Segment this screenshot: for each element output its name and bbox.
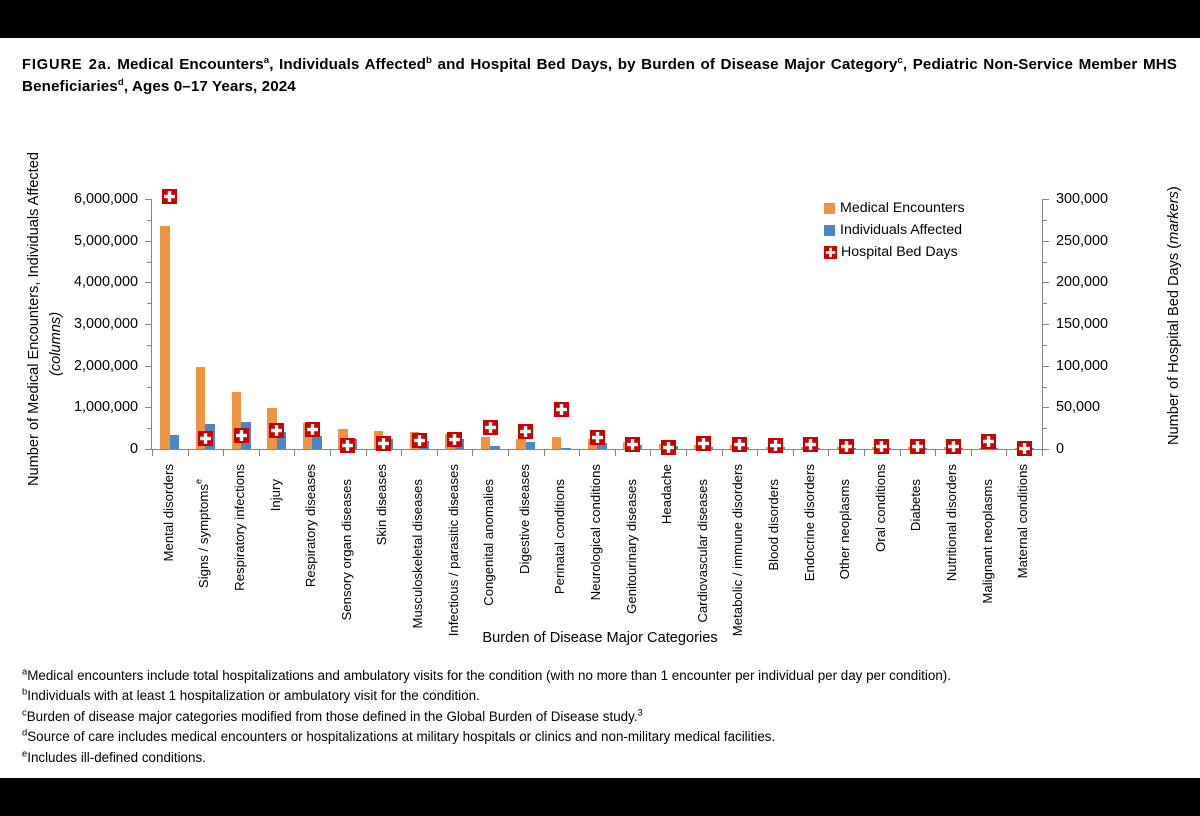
x-axis-tick xyxy=(579,450,580,456)
marker-hospital-bed-days xyxy=(803,437,818,452)
x-axis-tick xyxy=(900,450,901,456)
marker-hospital-bed-days xyxy=(661,440,676,455)
y-axis-right-tick xyxy=(1043,449,1049,450)
category-label-genitourinary-diseases: Genitourinary diseases xyxy=(623,479,639,614)
title-sup-c: c xyxy=(897,54,903,66)
category-label-blood-disorders: Blood disorders xyxy=(766,479,781,571)
cross-icon xyxy=(732,437,747,452)
marker-hospital-bed-days xyxy=(447,432,462,447)
cross-icon xyxy=(234,428,249,443)
footnote-text: Medical encounters include total hospitalizations and ambulatory visits for the condition (with no more than 1 encounter per individual per day per condition). xyxy=(27,668,951,683)
title-seg-4: , Pediatric Non-Service Member MHS Beneficiaries xyxy=(22,56,1177,95)
category-label-cardiovascular-diseases: Cardiovascular diseases xyxy=(694,479,710,623)
cross-icon xyxy=(1017,441,1032,456)
y-axis-left-tick-label: 4,000,000 xyxy=(73,274,138,291)
footnote-marker: b xyxy=(22,685,28,697)
marker-hospital-bed-days xyxy=(590,430,605,445)
marker-hospital-bed-days xyxy=(1017,441,1032,456)
bar-individuals-affected xyxy=(526,442,536,450)
x-axis-tick xyxy=(686,450,687,456)
y-axis-right-tick xyxy=(1043,366,1049,367)
category-label-injury: Injury xyxy=(267,479,283,512)
marker-hospital-bed-days xyxy=(483,420,498,435)
x-axis-tick xyxy=(793,450,794,456)
category-label-maternal-conditions: Maternal conditions xyxy=(1015,464,1031,579)
cross-icon xyxy=(447,432,462,447)
x-axis-title: Burden of Disease Major Categories xyxy=(482,630,718,646)
x-axis-tick xyxy=(722,450,723,456)
y-axis-right-tick xyxy=(1043,387,1047,388)
x-axis-tick xyxy=(615,450,616,456)
x-axis-tick xyxy=(864,450,865,456)
y-axis-right-tick xyxy=(1043,220,1047,221)
marker-hospital-bed-days xyxy=(340,438,355,453)
y-axis-right-tick xyxy=(1043,407,1049,408)
y-axis-right-tick xyxy=(1043,345,1047,346)
marker-hospital-bed-days xyxy=(946,439,961,454)
footnote-marker: a xyxy=(22,665,28,677)
y-axis-right-tick-label: 200,000 xyxy=(1056,274,1109,291)
marker-hospital-bed-days xyxy=(376,436,391,451)
y-axis-left-tick xyxy=(147,387,151,388)
marker-hospital-bed-days xyxy=(305,422,320,437)
title-sup-d: d xyxy=(117,76,124,88)
footnote-marker: e xyxy=(22,747,28,759)
category-label-sensory-organ-diseases: Sensory organ diseases xyxy=(338,479,354,621)
marker-hospital-bed-days xyxy=(768,438,783,453)
category-label-respiratory-diseases: Respiratory diseases xyxy=(303,464,319,588)
y-axis-left-tick xyxy=(145,449,151,450)
footnote-d xyxy=(22,727,1172,747)
y-axis-right-tick-label: 250,000 xyxy=(1056,232,1109,249)
category-label-signs-symptoms: Signs / symptoms$^e$ xyxy=(194,479,212,589)
y-axis-left-tick-label: 2,000,000 xyxy=(73,357,138,374)
legend-item-hospital-bed-days xyxy=(824,241,965,263)
category-label-perinatal-conditions: Perinatal conditions xyxy=(552,479,568,595)
footnote-text: Source of care includes medical encounters or hospitalizations at military hospitals or clinics and non-military medical facilities. xyxy=(27,729,776,745)
category-label-mental-disorders: Mental disorders xyxy=(160,464,176,562)
marker-hospital-bed-days xyxy=(696,436,711,451)
category-label-digestive-diseases: Digestive diseases xyxy=(516,464,532,574)
marker-hospital-bed-days xyxy=(412,433,427,448)
footnote-marker: c xyxy=(22,706,27,718)
title-sup-b: b xyxy=(426,54,432,66)
cross-icon xyxy=(625,437,640,452)
marker-hospital-bed-days xyxy=(625,437,640,452)
cross-icon xyxy=(874,439,889,454)
cross-icon xyxy=(305,422,320,437)
x-axis-tick xyxy=(188,450,189,456)
y-axis-left-subtitle: (columns) xyxy=(48,311,64,377)
marker-hospital-bed-days xyxy=(874,439,889,454)
y-axis-left-tick xyxy=(147,428,151,429)
legend-swatch-hospital-bed-days xyxy=(824,246,837,259)
bar-individuals-affected xyxy=(170,435,180,449)
title-sup-a: a xyxy=(263,54,270,66)
y-axis-left-tick xyxy=(147,262,151,263)
category-label-metabolic-immune-disorders: Metabolic / immune disorders xyxy=(730,464,746,637)
x-axis-tick xyxy=(828,450,829,456)
y-axis-left-tick xyxy=(147,220,151,221)
marker-hospital-bed-days xyxy=(554,402,569,417)
bar-medical-encounters xyxy=(481,437,491,450)
y-axis-right-tick-label: 100,000 xyxy=(1056,357,1109,374)
marker-hospital-bed-days xyxy=(839,439,854,454)
y-axis-right-tick-label: 300,000 xyxy=(1056,191,1109,207)
cross-icon xyxy=(768,438,783,453)
marker-hospital-bed-days xyxy=(269,423,284,438)
marker-hospital-bed-days xyxy=(981,434,996,449)
chart-legend xyxy=(824,197,965,263)
y-axis-right-tick xyxy=(1043,303,1047,304)
y-axis-left-tick xyxy=(145,324,151,325)
bar-medical-encounters xyxy=(552,437,562,449)
legend-label-individuals-affected: Individuals Affected xyxy=(840,222,962,238)
figure-title xyxy=(22,54,1177,97)
y-axis-left-tick-label: 0 xyxy=(129,441,138,457)
y-axis-right-tick xyxy=(1043,282,1049,283)
x-axis-tick xyxy=(935,450,936,456)
title-seg-5: , Ages 0–17 Years, 2024 xyxy=(123,77,296,95)
cross-icon xyxy=(483,420,498,435)
y-axis-left-tick-label: 1,000,000 xyxy=(73,399,138,416)
cross-icon xyxy=(269,423,284,438)
footnote-marker: d xyxy=(22,726,28,738)
category-label-diabetes: Diabetes xyxy=(908,479,924,532)
bar-individuals-affected xyxy=(312,436,322,449)
x-axis-tick xyxy=(508,450,509,456)
bar-medical-encounters xyxy=(516,439,526,449)
chart-area xyxy=(0,134,1200,664)
title-seg-2: , Individuals Affected xyxy=(269,56,427,73)
x-axis-tick xyxy=(472,450,473,456)
cross-icon xyxy=(554,402,569,417)
legend-item-medical-encounters xyxy=(824,197,965,219)
legend-swatch-medical-encounters xyxy=(824,203,835,214)
x-axis-tick xyxy=(650,450,651,456)
category-label-congenital-anomalies: Congenital anomalies xyxy=(481,479,497,606)
y-axis-right-tick xyxy=(1043,199,1049,200)
footnote-reference: 3 xyxy=(637,706,643,718)
x-axis-tick xyxy=(152,450,153,456)
footnote-c xyxy=(22,707,1172,727)
figure-number: FIGURE 2a. xyxy=(22,57,112,73)
category-label-other-neoplasms: Other neoplasms xyxy=(837,479,853,580)
cross-icon xyxy=(661,440,676,455)
y-axis-right-tick xyxy=(1043,324,1049,325)
y-axis-right-tick-label: 150,000 xyxy=(1056,316,1109,332)
cross-icon xyxy=(946,439,961,454)
y-axis-right-tick xyxy=(1043,241,1049,242)
y-axis-left-tick xyxy=(145,407,151,408)
bar-individuals-affected xyxy=(561,448,571,449)
category-label-malignant-neoplasms: Malignant neoplasms xyxy=(979,479,995,604)
footnote-text: Individuals with at least 1 hospitalization or ambulatory visit for the condition. xyxy=(27,688,480,704)
cross-icon xyxy=(803,437,818,452)
x-axis-tick xyxy=(401,450,402,456)
cross-icon xyxy=(198,431,213,446)
title-seg-3: and Hospital Bed Days, by Burden of Disease Major Category xyxy=(431,56,898,73)
y-axis-left-title: Number of Medical Encounters, Individuals Affected xyxy=(26,152,42,486)
marker-hospital-bed-days xyxy=(732,437,747,452)
legend-label-medical-encounters: Medical Encounters xyxy=(840,200,965,216)
y-axis-left-tick xyxy=(145,282,151,283)
y-axis-left-tick xyxy=(145,366,151,367)
y-axis-left-tick-label: 3,000,000 xyxy=(73,316,138,332)
x-axis-tick xyxy=(294,450,295,456)
cross-icon xyxy=(376,436,391,451)
cross-icon xyxy=(162,189,177,204)
title-seg-1: Medical Encounters xyxy=(117,56,264,73)
x-axis-tick xyxy=(544,450,545,456)
x-axis-tick xyxy=(971,450,972,456)
cross-icon xyxy=(824,246,837,259)
category-label-infectious-parasitic-diseases: Infectious / parasitic diseases xyxy=(445,464,461,637)
y-axis-left-tick-label: 5,000,000 xyxy=(73,232,138,249)
x-axis-tick xyxy=(1042,450,1043,456)
category-label-skin-diseases: Skin diseases xyxy=(374,464,390,546)
marker-hospital-bed-days xyxy=(910,439,925,454)
marker-hospital-bed-days xyxy=(162,189,177,204)
footnote-b xyxy=(22,686,1172,706)
category-label-nutritional-disorders: Nutritional disorders xyxy=(944,464,959,582)
x-axis-tick xyxy=(259,450,260,456)
x-axis-tick xyxy=(366,450,367,456)
figure-page xyxy=(0,38,1200,778)
x-axis-tick xyxy=(330,450,331,456)
figure-title-text xyxy=(22,56,1177,95)
legend-item-individuals-affected xyxy=(824,219,965,241)
marker-hospital-bed-days xyxy=(518,424,533,439)
y-axis-left-tick xyxy=(147,303,151,304)
x-axis-tick xyxy=(223,450,224,456)
y-axis-right-tick-label: 0 xyxy=(1056,441,1065,457)
cross-icon xyxy=(981,434,996,449)
y-axis-right-tick xyxy=(1043,428,1047,429)
y-axis-right-tick-label: 50,000 xyxy=(1056,399,1101,416)
legend-label-hospital-bed-days: Hospital Bed Days xyxy=(841,244,958,260)
cross-icon xyxy=(518,424,533,439)
x-axis-tick xyxy=(437,450,438,456)
y-axis-left-tick xyxy=(145,199,151,200)
y-axis-left-tick-label: 6,000,000 xyxy=(73,191,138,207)
cross-icon xyxy=(340,438,355,453)
x-axis-tick xyxy=(757,450,758,456)
category-label-headache: Headache xyxy=(659,464,675,525)
cross-icon xyxy=(590,430,605,445)
marker-hospital-bed-days xyxy=(234,428,249,443)
y-axis-right-tick xyxy=(1043,262,1047,263)
footnote-e xyxy=(22,748,1172,768)
legend-swatch-individuals-affected xyxy=(824,225,835,236)
category-label-musculoskeletal-diseases: Musculoskeletal diseases xyxy=(410,479,425,629)
bar-medical-encounters xyxy=(160,226,170,449)
category-label-oral-conditions: Oral conditions xyxy=(872,464,888,552)
y-axis-left-tick xyxy=(145,241,151,242)
marker-hospital-bed-days xyxy=(198,431,213,446)
footnote-a xyxy=(22,666,1172,686)
footnotes xyxy=(22,666,1172,768)
footnote-text: Burden of disease major categories modified from those defined in the Global Burden of Disease study. xyxy=(26,708,638,724)
bar-individuals-affected xyxy=(490,446,500,449)
category-label-respiratory-infections: Respiratory infections xyxy=(232,464,247,591)
category-label-neurological-conditions: Neurological conditions xyxy=(588,464,603,601)
x-axis-tick xyxy=(1006,450,1007,456)
category-label-endocrine-disorders: Endocrine disorders xyxy=(801,464,817,582)
y-axis-left-tick xyxy=(147,345,151,346)
cross-icon xyxy=(696,436,711,451)
cross-icon xyxy=(839,439,854,454)
footnote-text: Includes ill-defined conditions. xyxy=(27,749,206,765)
cross-icon xyxy=(412,433,427,448)
cross-icon xyxy=(910,439,925,454)
y-axis-right-title: Number of Hospital Bed Days (markers) xyxy=(1166,186,1182,446)
